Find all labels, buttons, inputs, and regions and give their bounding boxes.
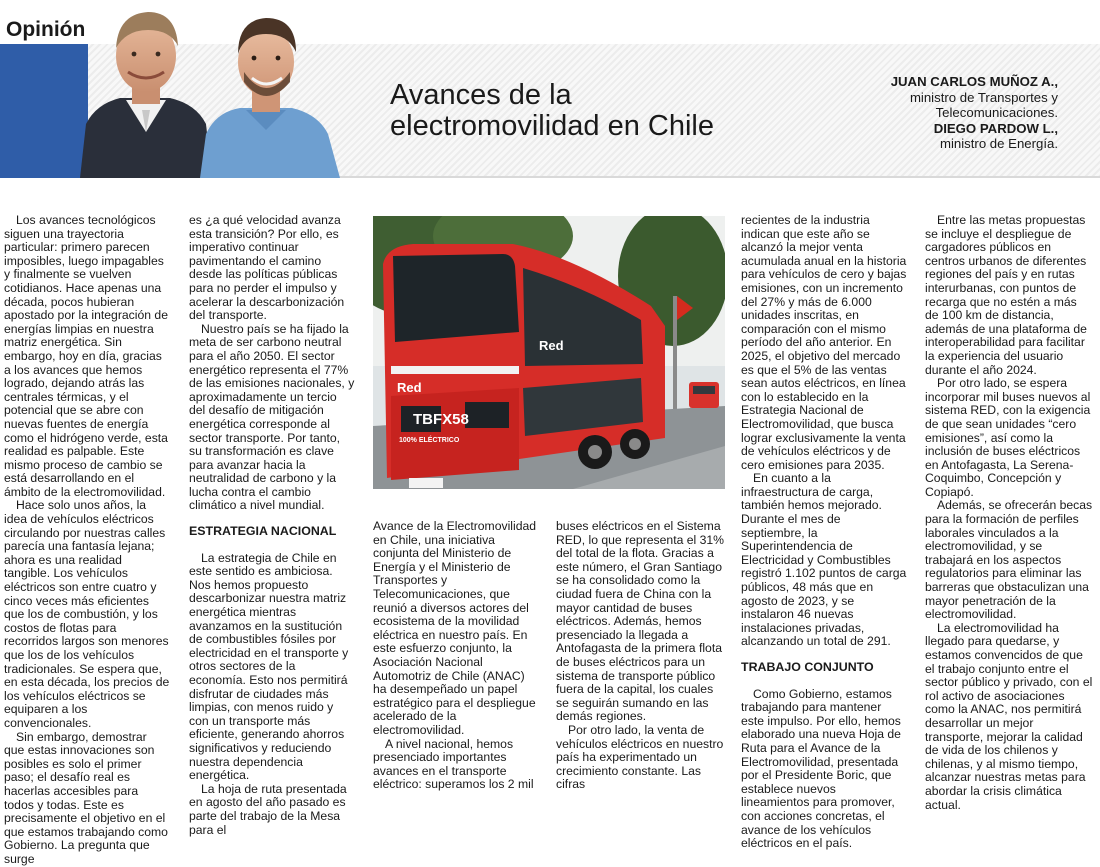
paragraph: recientes de la industria indican que este año se alcanzó la mejor venta acumulada anual en la historia para vehículos de cero y bajas emisiones, con un incremento del 27% y más de 6.000 unidades inscritas, en comparación con el mismo período del año anterior. En 2025, el objetivo del mercado es que el 5% de las ventas sean autos eléctricos, en línea con lo establecido en la Estrategia Nacional de Electromovilidad, que busca lograr exclusivamente la venta de vehículos eléctricos y de cero emisiones para 2035. <box>741 213 907 472</box>
paragraph: A nivel nacional, hemos presenciado importantes avances en el transporte eléctrico: superamos los 2 mil <box>373 736 534 792</box>
paragraph: La estrategia de Chile en este sentido es ambiciosa. Nos hemos propuesto descarbonizar nuestra matriz energética mientras avanzamos en la sustitución de combustibles fósiles por electricidad en el transporte y otros sectores de la economía. Esto nos permitirá disfrutar de ciudades más limpias, con menos ruido y con un transporte más eficiente, generando ahorros significativos y reduciendo nuestra dependencia energética. <box>189 550 349 783</box>
paragraph: En cuanto a la infraestructura de carga, también hemos mejorado. Durante el mes de septiembre, la Superintendencia de Electricidad y Combustibles registró 1.102 puntos de carga públicos, 48 más que en agosto de 2023, y se instalaron 46 nuevas instalaciones privadas, alcanzando un total de 291. <box>741 471 907 649</box>
section-label: Opinión <box>6 18 86 41</box>
author-name: JUAN CARLOS MUÑOZ A., <box>890 74 1058 89</box>
paragraph: Sin embargo, demostrar que estas innovaciones son posibles es solo el primer paso; el desafío real es hacerlas accesibles para todos y todas. Este es precisamente el objetivo en el que estamos trabajando como Gobierno. La pregunta que surge <box>4 729 168 866</box>
author-role: ministro de Energía. <box>939 136 1058 152</box>
paragraph: buses eléctricos en el Sistema RED, lo que representa el 31% del total de la flota. Gracias a este número, el Gran Santiago se ha consolidado como la ciudad fuera de China con la mayor cantidad de buses eléctricos. Además, hemos presenciado la llegada a Antofagasta de la primera flota de buses eléctricos para un sistema de transporte público fuera de la capital, los cuales se seguirán sumando en las demás regiones. <box>556 519 725 724</box>
article-title-line: Avances de la <box>390 79 572 111</box>
article-header <box>0 0 1100 178</box>
article-column-2 <box>189 214 355 837</box>
paragraph: Entre las metas propuestas se incluye el despliegue de cargadores públicos en centros urbanos de diferentes regiones del país y en rutas interurbanas, con puntos de recarga que no estén a más de 100 km de distancia, además de una plataforma de interoperabilidad para facilitar la experiencia del usuario durante el año 2024. <box>925 213 1087 377</box>
paragraph: Como Gobierno, estamos trabajando para mantener este impulso. Por ello, hemos elaborado una nueva Hoja de Ruta para el Avance de la Electromovilidad, presentada por el Presidente Boric, que establece nuevos lineamientos para promover, con acciones concretas, el avance de los vehículos eléctricos en el país. <box>741 686 901 851</box>
paragraph: Avance de la Electromovilidad en Chile, una iniciativa conjunta del Ministerio de Energía y el Ministerio de Transportes y Telecomunicaciones, que reunió a diversos actores del ecosistema de la movilidad eléctrica en nuestro país. En este esfuerzo conjunto, la Asociación Nacional Automotriz de Chile (ANAC) ha desempeñado un papel estratégico para el despliegue acelerado de la electromovilidad. <box>373 519 537 737</box>
article-column-1 <box>4 214 170 867</box>
author-block <box>891 74 1058 152</box>
paragraph: La electromovilidad ha llegado para quedarse, y estamos convencidos de que el trabajo conjunto entre el sector público y privado, con el rol activo de asociaciones como la ANAC, nos permitirá desarrollar un mejor transporte, mejorar la calidad de vida de los chilenos y chilenas, y al mismo tiempo, alcanzar nuestras metas para abordar la crisis climática actual. <box>925 620 1093 812</box>
paragraph: Hace solo unos años, la idea de vehículos eléctricos circulando por nuestras calles parecía una fantasía lejana; ahora es una realidad tangible. Los vehículos eléctricos son entre cuatro y cinco veces más eficientes que los de combustión, y los costos de flotas para recorridos largos son menores que los de los vehículos tradicionales. Se espera que, en esta década, los precios de los vehículos eléctricos se equiparen a los convencionales. <box>4 498 170 730</box>
section-heading: ESTRATEGIA NACIONAL <box>189 524 337 539</box>
author-role: Telecomunicaciones. <box>935 105 1058 121</box>
article-column-6 <box>925 214 1093 812</box>
paragraph: Nuestro país se ha fijado la meta de ser carbono neutral para el año 2050. El sector energético representa el 77% de las emisiones nacionales, y aproximadamente un tercio del desafío de mitigación energética corresponde al sector transporte. Por tanto, su transformación es clave para avanzar hacia la neutralidad de carbono y la lucha contra el cambio climático a nivel mundial. <box>189 321 355 513</box>
section-heading: TRABAJO CONJUNTO <box>741 660 874 674</box>
bus-tagline-label: 100% ELÉCTRICO <box>399 437 460 444</box>
paragraph: La hoja de ruta presentada en agosto del año pasado es parte del trabajo de la Mesa para el <box>189 781 347 837</box>
paragraph: Además, se ofrecerán becas para la formación de perfiles laborales vinculados a la electromovilidad, y se trabajará en los aspectos regulatorios para eliminar las barreras que obstaculizan una mayor penetración de la electromovilidad. <box>925 498 1093 622</box>
paragraph: es ¿a qué velocidad avanza esta transición? Por ello, es imperativo continuar pavimentando el camino desde las políticas públicas para no perder el impulso y acelerar la descarbonización del transporte. <box>189 213 345 323</box>
bus-plate-label: TBFX58 <box>413 411 469 428</box>
article-column-4 <box>556 520 724 792</box>
author-name: DIEGO PARDOW L., <box>933 120 1058 136</box>
bus-side-brand-label: Red <box>539 338 564 353</box>
bus-brand-label: Red <box>397 380 422 395</box>
article-title-line: electromovilidad en Chile <box>390 110 714 142</box>
article-column-3 <box>373 520 541 792</box>
article-column-5 <box>741 214 907 851</box>
article-title <box>390 80 714 142</box>
paragraph: Por otro lado, se espera incorporar mil buses nuevos al sistema RED, con la exigencia de que sean unidades “cero emisiones”, así como la inclusión de buses eléctricos en Antofagasta, La Serena-Coquimbo, Concepción y Copiapó. <box>925 376 1091 499</box>
electric-bus-photo <box>373 216 725 489</box>
author-role: ministro de Transportes y <box>909 89 1058 105</box>
paragraph: Por otro lado, la venta de vehículos eléctricos en nuestro país ha experimentado un crecimiento constante. Las cifras <box>556 722 724 792</box>
paragraph: Los avances tecnológicos siguen una trayectoria particular: primero parecen imposibles, luego impagables y finalmente se vuelven cotidianos. Hace apenas una década, pocos hubieran apostado por la integración de energías limpias en nuestra matriz energética. Sin embargo, hoy en día, gracias a los avances que hemos logrado, dejando atrás las centrales térmicas, y el potencial que se abre con nuevas fuentes de energía como el hidrógeno verde, esta realidad es palpable. Este mismo proceso de cambio se está desarrollando en el ámbito de la electromovilidad. <box>4 213 168 499</box>
